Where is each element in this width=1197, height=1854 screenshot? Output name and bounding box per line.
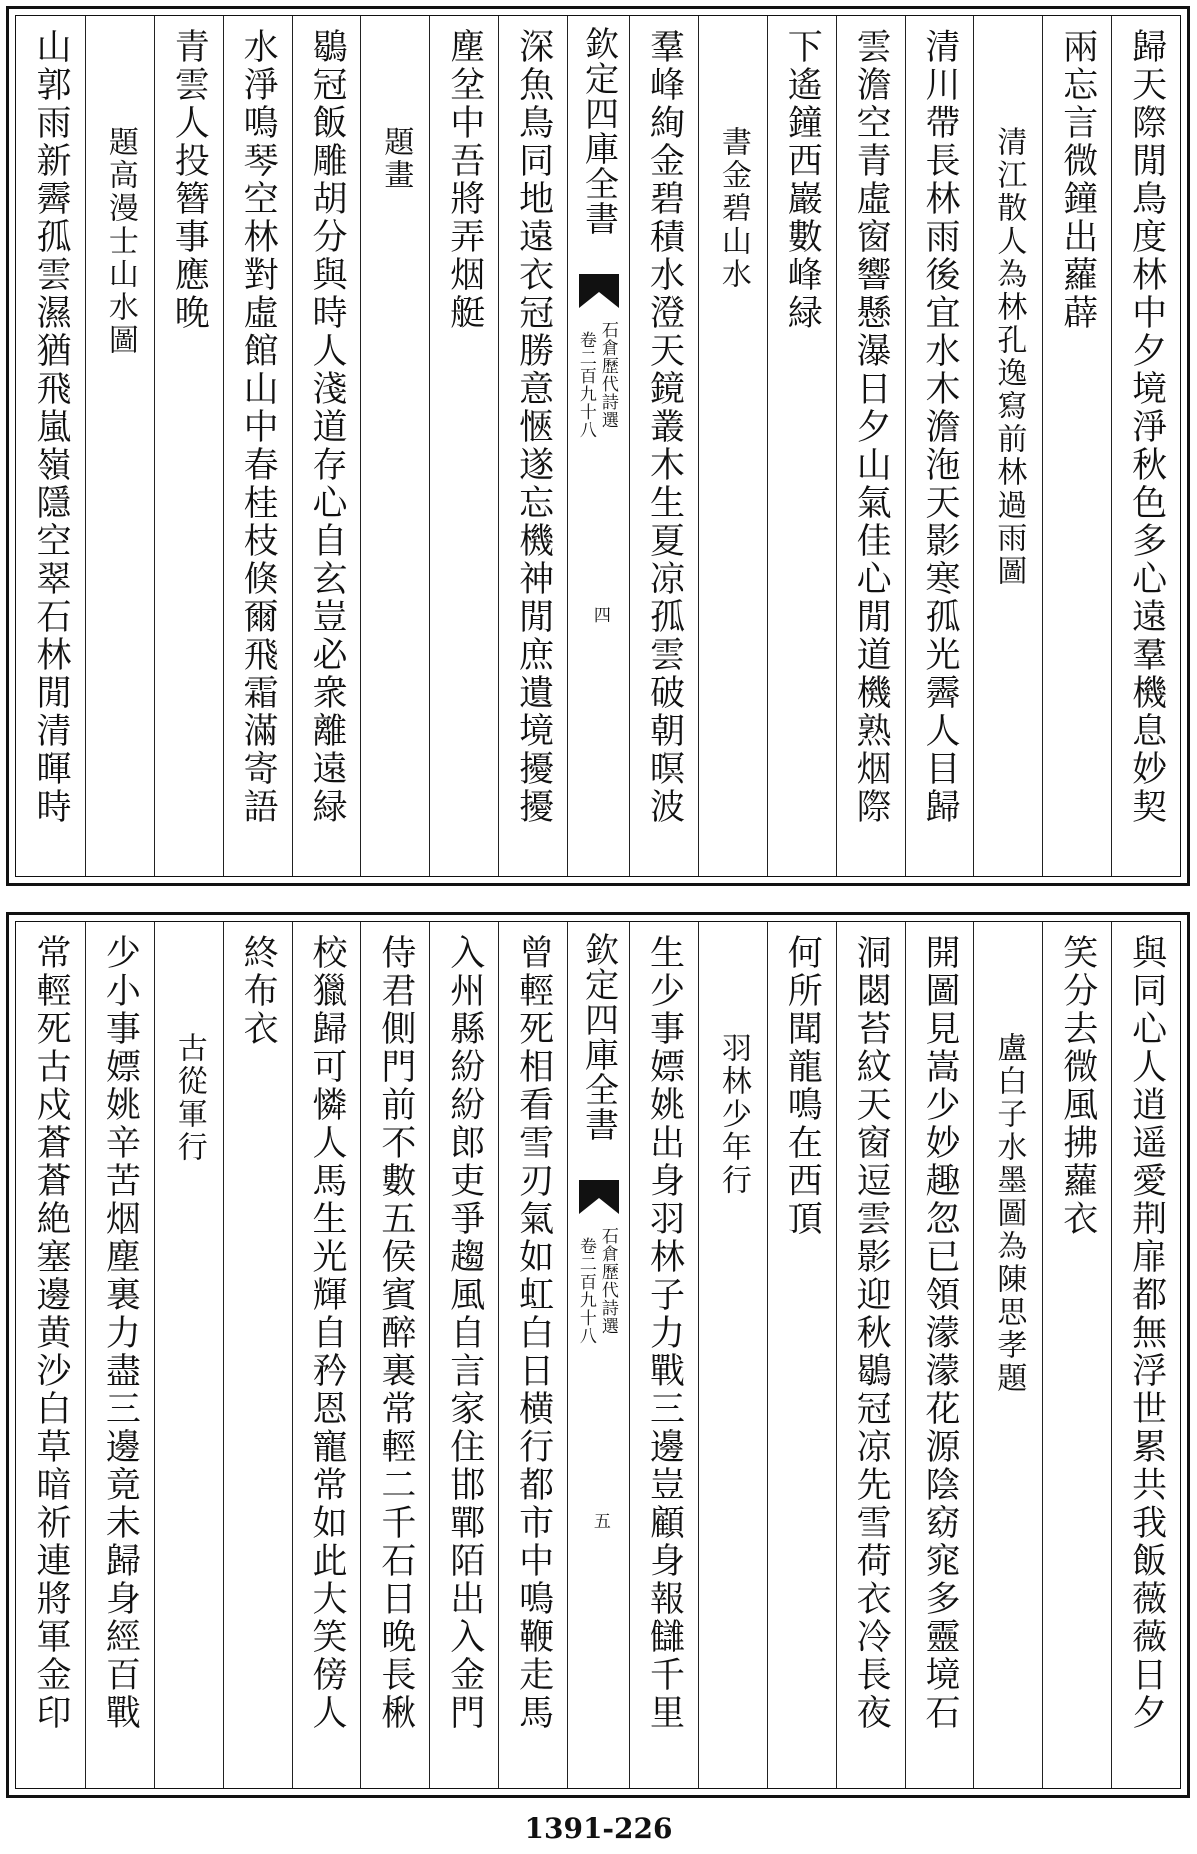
column-text: 羽林少年行 bbox=[715, 1032, 751, 1197]
volume-number: 卷二百九十八 bbox=[575, 1237, 596, 1345]
book-name: 石倉歷代詩選 bbox=[597, 321, 618, 429]
column-text: 開圖見嵩少妙趣忽已領濛濛花源陰窈窕多靈境石 bbox=[919, 934, 960, 1732]
text-column bbox=[629, 922, 698, 1788]
column-text: 羣峰絢金碧積水澄天鏡叢木生夏凉孤雲破朝暝波 bbox=[644, 28, 685, 826]
text-column bbox=[973, 16, 1042, 876]
text-column bbox=[836, 16, 905, 876]
column-text: 下遙鐘西巖數峰緑 bbox=[782, 28, 823, 332]
column-text: 古從軍行 bbox=[171, 1032, 207, 1164]
bottom-page-frame bbox=[15, 921, 1181, 1789]
text-column bbox=[292, 922, 361, 1788]
column-text: 盧白子水墨圖為陳思孝題 bbox=[991, 1032, 1027, 1395]
column-text: 與同心人逍遥愛荆扉都無浮世累共我飯薇薇日夕 bbox=[1126, 934, 1167, 1732]
text-column bbox=[905, 922, 974, 1788]
column-text: 洞閟苔紋天窗逗雲影迎秋鶡冠凉先雪荷衣冷長夜 bbox=[851, 934, 892, 1732]
text-column bbox=[223, 16, 292, 876]
column-text: 少小事嫖姚辛苦烟塵裏力盡三邊竟未歸身經百戰 bbox=[100, 934, 141, 1732]
text-column bbox=[223, 922, 292, 1788]
text-column bbox=[154, 922, 223, 1788]
text-column bbox=[698, 16, 767, 876]
text-column bbox=[1111, 16, 1180, 876]
column-text: 水淨鳴琴空林對虛館山中春桂枝倏爾飛霜滿寄語 bbox=[238, 28, 279, 826]
text-column bbox=[85, 16, 154, 876]
column-text: 校獵歸可憐人馬生光輝自矜恩寵常如此大笑傍人 bbox=[306, 934, 347, 1732]
text-column bbox=[1042, 16, 1111, 876]
text-column bbox=[836, 922, 905, 1788]
column-text: 清川帶長林雨後宜水木澹沲天影寒孤光霽人目歸 bbox=[919, 28, 960, 826]
fishtail-mark-icon bbox=[579, 274, 619, 308]
text-column bbox=[767, 922, 836, 1788]
volume-number: 卷二百九十八 bbox=[575, 331, 596, 439]
column-text: 青雲人投簪事應晚 bbox=[169, 28, 210, 332]
collection-title: 欽定四庫全書 bbox=[578, 26, 619, 236]
page-reference: 1391-226 bbox=[524, 1812, 673, 1845]
center-fold-column bbox=[567, 922, 629, 1788]
text-column bbox=[292, 16, 361, 876]
column-text: 山郭雨新霽孤雲濕猶飛嵐嶺隱空翠石林閒清暉時 bbox=[30, 28, 71, 826]
column-text: 生少事嫖姚出身羽林子力戰三邊豈顧身報讎千里 bbox=[644, 934, 685, 1732]
text-column bbox=[16, 922, 85, 1788]
column-text: 書金碧山水 bbox=[715, 126, 751, 291]
text-column bbox=[85, 922, 154, 1788]
text-column bbox=[498, 922, 567, 1788]
column-text: 入州縣紛紛郎吏爭趨風自言家住邯鄲陌出入金門 bbox=[444, 934, 485, 1732]
text-column bbox=[16, 16, 85, 876]
column-text: 雲澹空青虛窗響懸瀑日夕山氣佳心閒道機熟烟際 bbox=[851, 28, 892, 826]
text-column bbox=[1111, 922, 1180, 1788]
text-column bbox=[429, 922, 498, 1788]
column-text: 歸天際閒鳥度林中夕境淨秋色多心遠羣機息妙契 bbox=[1126, 28, 1167, 826]
column-text: 深魚鳥同地遠衣冠勝意愜遂忘機神閒庶遺境擾擾 bbox=[513, 28, 554, 826]
fishtail-mark-icon bbox=[579, 1180, 619, 1214]
column-text: 常輕死古戍蒼蒼絶塞邊黄沙白草暗祈連將軍金印 bbox=[30, 934, 71, 1732]
top-page-panel bbox=[6, 6, 1190, 886]
top-page-frame bbox=[15, 15, 1181, 877]
book-name: 石倉歷代詩選 bbox=[597, 1227, 618, 1335]
column-text: 終布衣 bbox=[238, 934, 279, 1048]
text-column bbox=[629, 16, 698, 876]
text-column bbox=[767, 16, 836, 876]
text-column bbox=[498, 16, 567, 876]
text-column bbox=[429, 16, 498, 876]
collection-title: 欽定四庫全書 bbox=[578, 932, 619, 1142]
column-text: 題畫 bbox=[378, 126, 414, 192]
column-text: 清江散人為林孔逸寫前林過雨圖 bbox=[991, 126, 1027, 588]
column-text: 笑分去微風拂蘿衣 bbox=[1057, 934, 1098, 1238]
bottom-page-panel bbox=[6, 912, 1190, 1798]
leaf-number: 五 bbox=[589, 1512, 610, 1530]
column-text: 塵坌中吾將弄烟艇 bbox=[444, 28, 485, 332]
center-fold-column bbox=[567, 16, 629, 876]
text-column bbox=[973, 922, 1042, 1788]
column-text: 題高漫士山水圖 bbox=[102, 126, 138, 357]
column-text: 兩忘言微鐘出蘿薜 bbox=[1057, 28, 1098, 332]
text-column bbox=[1042, 922, 1111, 1788]
text-column bbox=[905, 16, 974, 876]
column-text: 何所聞龍鳴在西頂 bbox=[782, 934, 823, 1238]
text-column bbox=[154, 16, 223, 876]
column-text: 曾輕死相看雪刃氣如虹白日横行都市中鳴鞭走馬 bbox=[513, 934, 554, 1732]
text-column bbox=[698, 922, 767, 1788]
column-text: 鶡冠飯雕胡分與時人淺道存心自玄豈必衆離遠緑 bbox=[306, 28, 347, 826]
leaf-number: 四 bbox=[589, 606, 610, 624]
text-column bbox=[360, 16, 429, 876]
column-text: 侍君側門前不數五侯賓醉裏常輕二千石日晚長楸 bbox=[375, 934, 416, 1732]
text-column bbox=[360, 922, 429, 1788]
